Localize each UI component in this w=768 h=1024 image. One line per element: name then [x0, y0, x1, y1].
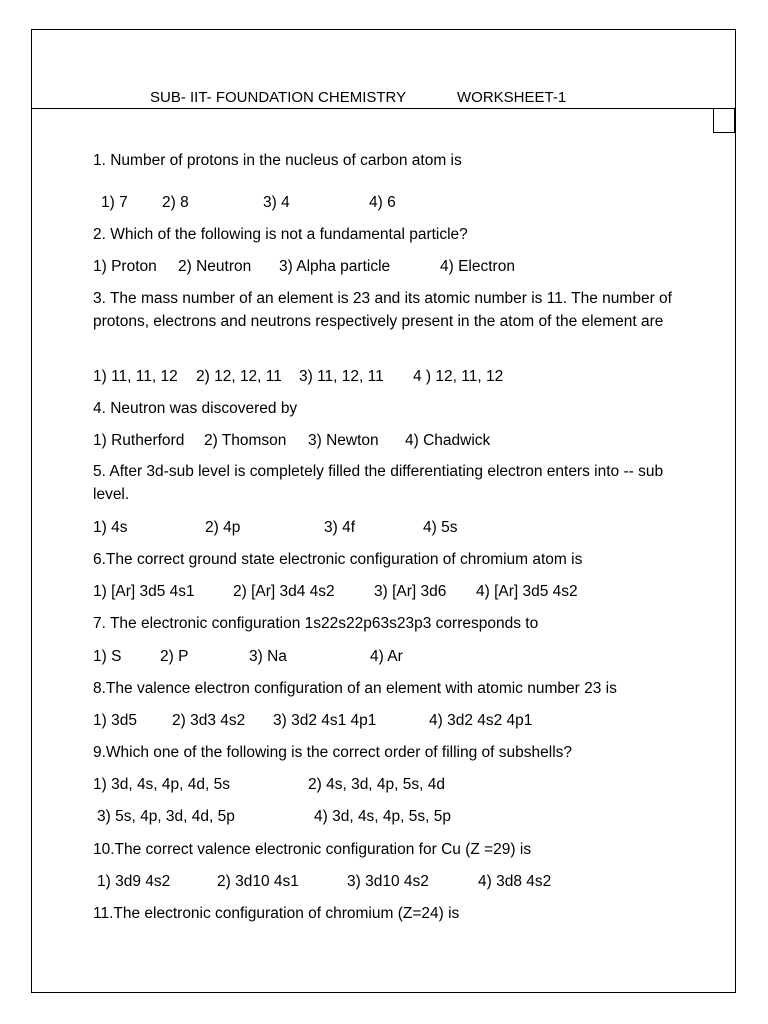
- option: 2) P: [160, 648, 189, 665]
- option: 3) 5s, 4p, 3d, 4d, 5p: [97, 808, 235, 825]
- option: 3) [Ar] 3d6: [374, 583, 447, 600]
- question-8: 8.The valence electron configuration of an element with atomic number 23 is: [93, 680, 617, 697]
- option: 4) 3d2 4s2 4p1: [429, 712, 533, 729]
- option: 1) 4s: [93, 519, 128, 536]
- option: 3) Newton: [308, 432, 379, 449]
- question-4: 4. Neutron was discovered by: [93, 400, 298, 417]
- option: 3) 4: [263, 194, 290, 211]
- worksheet-title: WORKSHEET-1: [457, 89, 567, 106]
- option: 4) 3d8 4s2: [478, 873, 552, 890]
- option: 3) 11, 12, 11: [299, 368, 384, 385]
- option: 4) 3d, 4s, 4p, 5s, 5p: [314, 808, 452, 825]
- question-5: 5. After 3d-sub level is completely filled the differentiating electron enters into -- sub level.: [93, 463, 664, 503]
- option: 2) 8: [162, 194, 189, 211]
- option: 4) Electron: [440, 258, 515, 275]
- question-9: 9.Which one of the following is the correct order of filling of subshells?: [93, 744, 573, 761]
- option: 1) 3d9 4s2: [97, 873, 171, 890]
- option: 3) 3d2 4s1 4p1: [273, 712, 377, 729]
- option: 2) 3d10 4s1: [217, 873, 299, 890]
- option: 1) Rutherford: [93, 432, 185, 449]
- question-7: 7. The electronic configuration 1s22s22p63s23p3 corresponds to: [93, 615, 539, 632]
- option: 4) 5s: [423, 519, 458, 536]
- header-rule: [31, 108, 736, 109]
- option: 1) 3d5: [93, 712, 137, 729]
- corner-box: [713, 109, 735, 133]
- option: 2) Neutron: [178, 258, 252, 275]
- option: 3) 4f: [324, 519, 356, 536]
- question-2: 2. Which of the following is not a fundamental particle?: [93, 226, 468, 243]
- question-3: 3. The mass number of an element is 23 and its atomic number is 11. The number of protons, electrons and neutrons respectively present in the atom of the element are: [93, 290, 672, 330]
- option: 1) Proton: [93, 258, 157, 275]
- option: 2) 4s, 3d, 4p, 5s, 4d: [308, 776, 446, 793]
- option: 1) 3d, 4s, 4p, 4d, 5s: [93, 776, 231, 793]
- option: 1) S: [93, 648, 122, 665]
- option: 4) Chadwick: [405, 432, 491, 449]
- option: 4) 6: [369, 194, 396, 211]
- option: 2) [Ar] 3d4 4s2: [233, 583, 335, 600]
- option: 2) 12, 12, 11: [196, 368, 282, 385]
- option: 3) Alpha particle: [279, 258, 391, 275]
- option: 4) Ar: [370, 648, 403, 665]
- option: 2) 4p: [205, 519, 241, 536]
- option: 1) 11, 11, 12: [93, 368, 178, 385]
- option: 2) 3d3 4s2: [172, 712, 246, 729]
- option: 3) 3d10 4s2: [347, 873, 429, 890]
- subject-title: SUB- IIT- FOUNDATION CHEMISTRY: [150, 89, 407, 106]
- option: 4 ) 12, 11, 12: [413, 368, 504, 385]
- option: 4) [Ar] 3d5 4s2: [476, 583, 578, 600]
- question-10: 10.The correct valence electronic configuration for Cu (Z =29) is: [93, 841, 532, 858]
- option: 1) [Ar] 3d5 4s1: [93, 583, 195, 600]
- option: 2) Thomson: [204, 432, 287, 449]
- question-1: 1. Number of protons in the nucleus of carbon atom is: [93, 152, 462, 169]
- question-6: 6.The correct ground state electronic configuration of chromium atom is: [93, 551, 583, 568]
- option: 1) 7: [101, 194, 128, 211]
- question-11: 11.The electronic configuration of chromium (Z=24) is: [93, 905, 460, 922]
- option: 3) Na: [249, 648, 287, 665]
